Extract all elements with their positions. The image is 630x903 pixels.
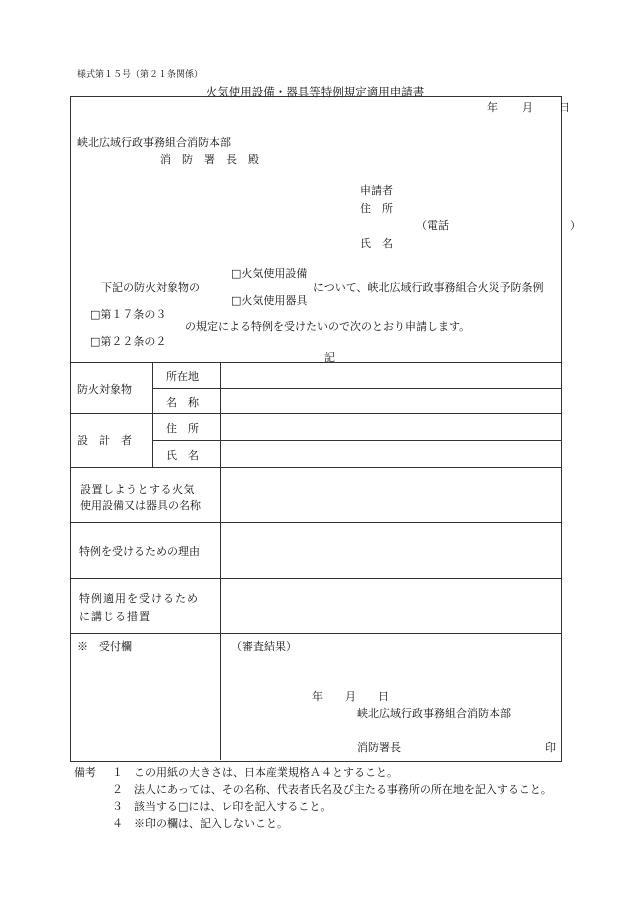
label-equipment-name-1: 設置しようとする火気 [80, 483, 195, 496]
checkbox-equipment[interactable]: □火気使用設備 [231, 267, 308, 280]
label-location: 所在地 [166, 370, 199, 383]
label-review: （審査結果） [231, 640, 297, 653]
applicant-phone-open: （電話 [416, 219, 449, 232]
date-month: 月 [522, 101, 533, 114]
form-frame [70, 96, 562, 762]
rule [70, 467, 561, 468]
rule [70, 413, 561, 414]
rule [220, 362, 221, 760]
note-num: ４ [112, 817, 123, 830]
rule [70, 578, 561, 579]
note-text: 該当する□には、レ印を記入すること。 [134, 800, 332, 813]
checkbox-article-17[interactable]: □第１７条の３ [90, 308, 167, 321]
addressee-org: 峡北広域行政事務組合消防本部 [77, 136, 231, 149]
ki-mark: 記 [324, 351, 335, 364]
note-num: ２ [112, 783, 123, 796]
label-name: 名 称 [166, 396, 199, 409]
label-equipment-name-2: 使用設備又は器具の名称 [80, 499, 201, 512]
rule [70, 362, 561, 363]
note-text: 法人にあっては、その名称、代表者氏名及び主たる事務所の所在地を記入すること。 [134, 783, 552, 796]
checkbox-appliance[interactable]: □火気使用器具 [231, 294, 308, 307]
body-ending: の規定による特例を受けたいので次のとおり申請します。 [185, 320, 471, 333]
form-title: 火気使用設備・器具等特例規定適用申請書 [205, 85, 425, 99]
rule [70, 633, 561, 634]
note-num: １ [112, 766, 123, 779]
label-fire-object: 防火対象物 [77, 383, 132, 396]
label-reason: 特例を受けるための理由 [79, 545, 200, 558]
applicant-phone-close: ） [570, 219, 581, 232]
notes-label: 備考 [74, 766, 96, 779]
review-org: 峡北広域行政事務組合消防本部 [357, 707, 511, 720]
label-person-name: 氏 名 [166, 449, 199, 462]
label-measures-1: 特例適用を受けるため [79, 592, 199, 605]
date-day: 日 [559, 101, 570, 114]
applicant-label: 申請者 [360, 184, 393, 197]
label-measures-2: に講じる措置 [79, 610, 151, 623]
rule [152, 440, 561, 441]
form-number: 様式第１５号（第２１条関係） [77, 70, 204, 80]
addressee-chief: 消 防 署 長 殿 [160, 153, 259, 166]
rule [152, 362, 153, 467]
note-text: ※印の欄は、記入しないこと。 [134, 817, 288, 830]
body-intro: 下記の防火対象物の [101, 281, 200, 294]
review-date: 年 月 日 [312, 690, 389, 703]
rule [152, 388, 561, 389]
note-text: この用紙の大きさは、日本産業規格Ａ４とすること。 [134, 766, 398, 779]
label-reception: ※ 受付欄 [77, 640, 132, 653]
label-designer: 設 計 者 [77, 434, 132, 447]
seal-mark: 印 [545, 741, 556, 754]
rule [70, 522, 561, 523]
body-middle: について、峡北広域行政事務組合火災予防条例 [313, 281, 544, 294]
note-num: ３ [112, 800, 123, 813]
checkbox-article-22[interactable]: □第２２条の２ [90, 335, 167, 348]
label-address: 住 所 [166, 422, 199, 435]
review-chief: 消防署長 [357, 741, 401, 754]
applicant-address-label: 住 所 [360, 202, 393, 215]
date-year: 年 [487, 101, 498, 114]
applicant-name-label: 氏 名 [360, 237, 393, 250]
